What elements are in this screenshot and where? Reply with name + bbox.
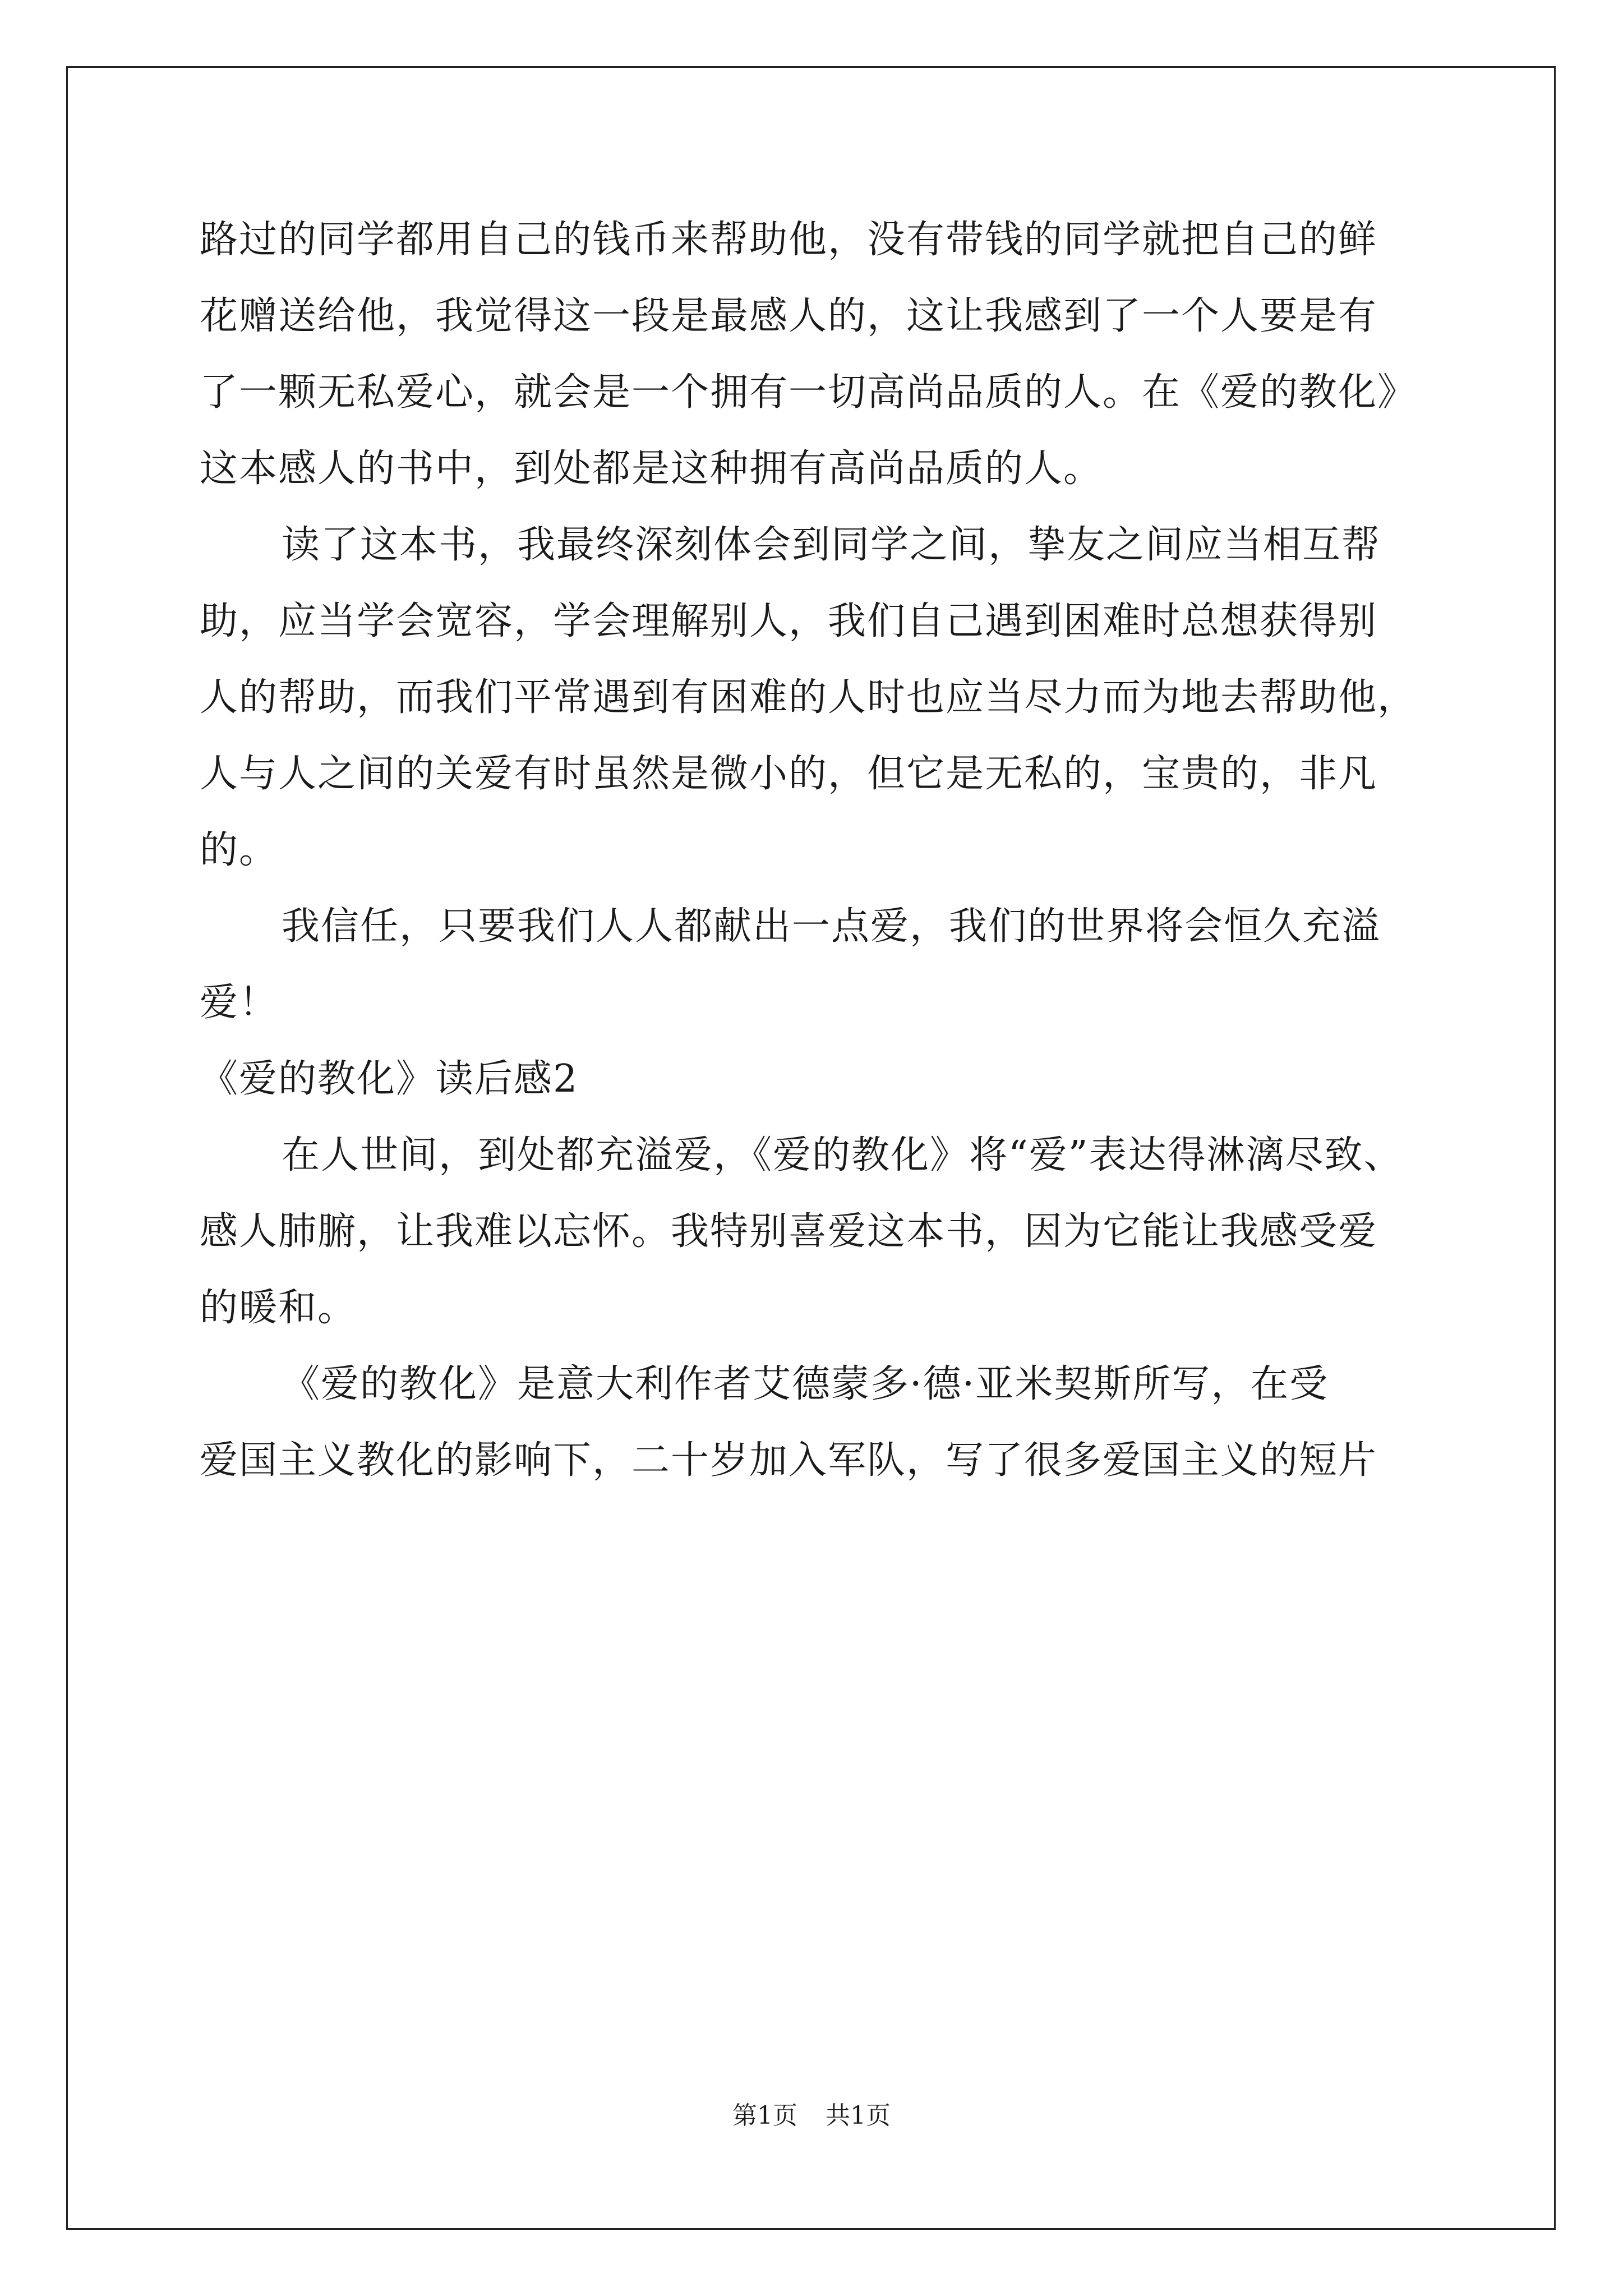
heading-text: 《爱的教化》读后感2: [200, 1057, 579, 1101]
page-total: 共1页: [826, 2101, 891, 2130]
text-line: 感人肺腑，让我难以忘怀。我特别喜爱这本书，因为它能让我感受爱: [200, 1209, 1378, 1254]
paragraph-4: [200, 1117, 1422, 1346]
text-line: 花赠送给他，我觉得这一段是最感人的，这让我感到了一个人要是有: [200, 294, 1378, 338]
text-line: 了一颗无私爱心，就会是一个拥有一切高尚品质的人。在《爱的教化》: [200, 370, 1417, 415]
paragraph-5: [200, 1346, 1422, 1499]
text-line: 读了这本书，我最终深刻体会到同学之间，挚友之间应当相互帮: [282, 523, 1381, 567]
text-line: 人与人之间的关爱有时虽然是微小的，但它是无私的，宝贵的，非凡: [200, 752, 1378, 796]
paragraph-2: [200, 507, 1422, 889]
text-line: 爱国主义教化的影响下，二十岁加入军队，写了很多爱国主义的短片: [200, 1438, 1378, 1483]
page-number: 第1页: [732, 2101, 797, 2130]
text-line: 爱！: [200, 981, 279, 1025]
page-footer: [0, 2095, 1623, 2131]
document-body: [200, 202, 1422, 1499]
section-heading: [200, 1041, 1422, 1117]
text-line: 的。: [200, 828, 279, 872]
text-line: 我信任，只要我们人人都献出一点爱，我们的世界将会恒久充溢: [282, 904, 1381, 949]
text-line: 人的帮助，而我们平常遇到有困难的人时也应当尽力而为地去帮助他，: [200, 675, 1417, 720]
text-line: 《爱的教化》是意大利作者艾德蒙多·德·亚米契斯所写，在受: [282, 1362, 1329, 1406]
paragraph-3: [200, 889, 1422, 1041]
text-line: 路过的同学都用自己的钱币来帮助他，没有带钱的同学就把自己的鲜: [200, 218, 1378, 262]
text-line: 的暖和。: [200, 1286, 357, 1330]
paragraph-1: [200, 202, 1422, 507]
text-line: 在人世间，到处都充溢爱，《爱的教化》将“爱”表达得淋漓尽致、: [282, 1133, 1403, 1177]
text-line: 助，应当学会宽容，学会理解别人，我们自己遇到困难时总想获得别: [200, 599, 1378, 643]
text-line: 这本感人的书中，到处都是这种拥有高尚品质的人。: [200, 447, 1103, 491]
